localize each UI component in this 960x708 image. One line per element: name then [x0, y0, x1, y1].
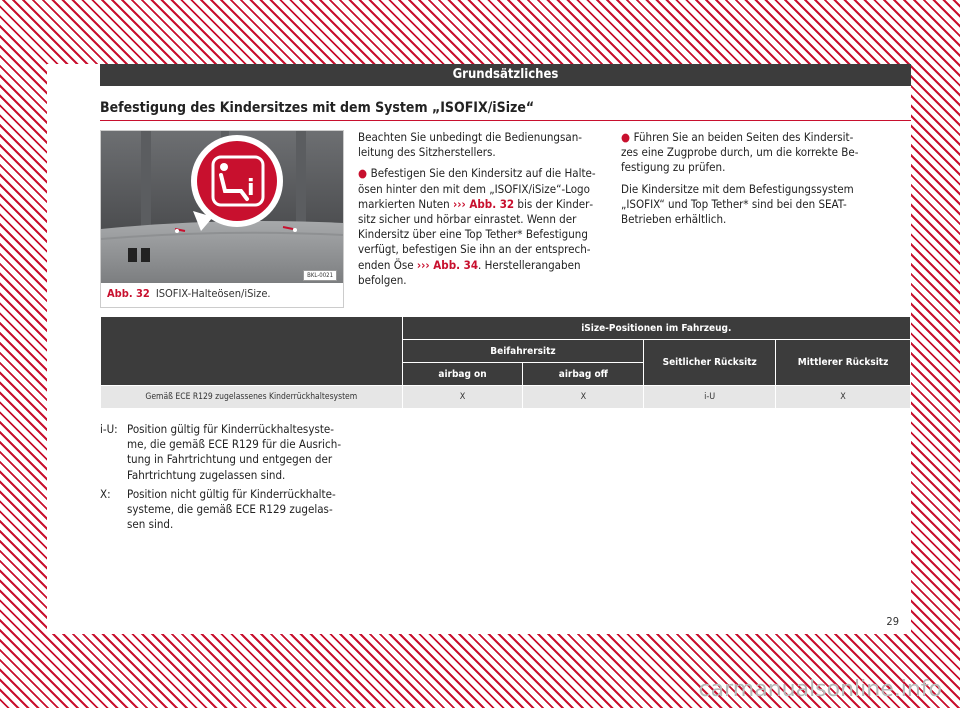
figure-isofix	[100, 130, 344, 308]
title-divider	[100, 120, 911, 121]
manual-page	[47, 64, 911, 634]
xref-abb-34[interactable]: ››› Abb. 34	[416, 257, 479, 272]
table-top-header: iSize-Positionen im Fahrzeug.	[402, 317, 910, 340]
cell-airbag-off: X	[523, 386, 644, 409]
paragraph: Die Kindersitze mit dem Befestigungssystem „ISOFIX“ und Top Tether* sind bei den SEAT-Betrieben erhältlich.	[621, 181, 854, 227]
isize-positions-table	[100, 316, 911, 409]
chapter-header: Grundsätzliches	[100, 64, 911, 86]
table-corner	[101, 317, 403, 386]
legend-text: Position nicht gültig für Kinderrückhaltesysteme, die gemäß ECE R129 zugelassen sind.	[127, 486, 336, 532]
bullet-icon: ●	[621, 130, 634, 144]
header-side-rear: Seitlicher Rücksitz	[644, 340, 776, 386]
header-middle-rear: Mittlerer Rücksitz	[776, 340, 911, 386]
bullet-paragraph: ● Führen Sie an beiden Seiten des Kindersitzes eine Zugprobe durch, um die korrekte Befestigung zu prüfen.	[621, 130, 859, 175]
legend-text: Position gültig für Kinderrückhaltesysteme, die gemäß ECE R129 für die Ausrichtung in Fahrtrichtung und entgegen der Fahrtrichtung zugelassen sind.	[127, 422, 342, 482]
header-airbag-off: airbag off	[523, 363, 644, 386]
legend-item	[100, 487, 345, 533]
cell-airbag-on: X	[402, 386, 523, 409]
isofix-seat-photo	[101, 131, 343, 283]
figure-code: BKL-0021	[303, 270, 337, 281]
legend-item	[100, 422, 345, 483]
svg-text:i: i	[247, 176, 255, 201]
watermark: carmanualsonline.info	[698, 677, 942, 702]
cell-middle-rear: X	[776, 386, 911, 409]
bullet-paragraph: ● Befestigen Sie den Kindersitz auf die Halteösen hinter den mit dem „ISOFIX/iSize“-Logo markierten Nuten ››› Abb. 32 bis der Kindersitz sicher und hörbar einrastet. Wenn der Kindersitz über eine Top Tether* Befestigung verfügt, befestigen Sie ihn an der entsprechenden Öse ››› Abb. 34. Herstellerangaben befolgen.	[358, 166, 596, 287]
table-legend	[100, 422, 345, 536]
figure-ref: Abb. 32	[107, 287, 150, 300]
seat-illustration	[101, 131, 343, 283]
figure-caption-text: ISOFIX-Halteösen/iSize.	[155, 287, 271, 300]
text-column-3	[621, 130, 861, 233]
header-passenger: Beifahrersitz	[402, 340, 644, 363]
page-number: 29	[886, 615, 899, 628]
figure-caption	[107, 287, 271, 300]
section-title: Befestigung des Kindersitzes mit dem System „ISOFIX/iSize“	[100, 100, 535, 116]
row-label: Gemäß ECE R129 zugelassenes Kinderrückhaltesystem	[101, 386, 403, 409]
text-column-2	[358, 130, 598, 294]
paragraph: Beachten Sie unbedingt die Bedienungsanleitung des Sitzherstellers.	[358, 130, 583, 160]
legend-key: X:	[100, 486, 111, 501]
xref-abb-32[interactable]: ››› Abb. 32	[452, 196, 515, 211]
bullet-icon: ●	[358, 166, 371, 181]
cell-side-rear: i-U	[644, 386, 776, 409]
header-airbag-on: airbag on	[402, 363, 523, 386]
legend-key: i-U:	[100, 422, 118, 436]
table-row	[101, 386, 911, 409]
